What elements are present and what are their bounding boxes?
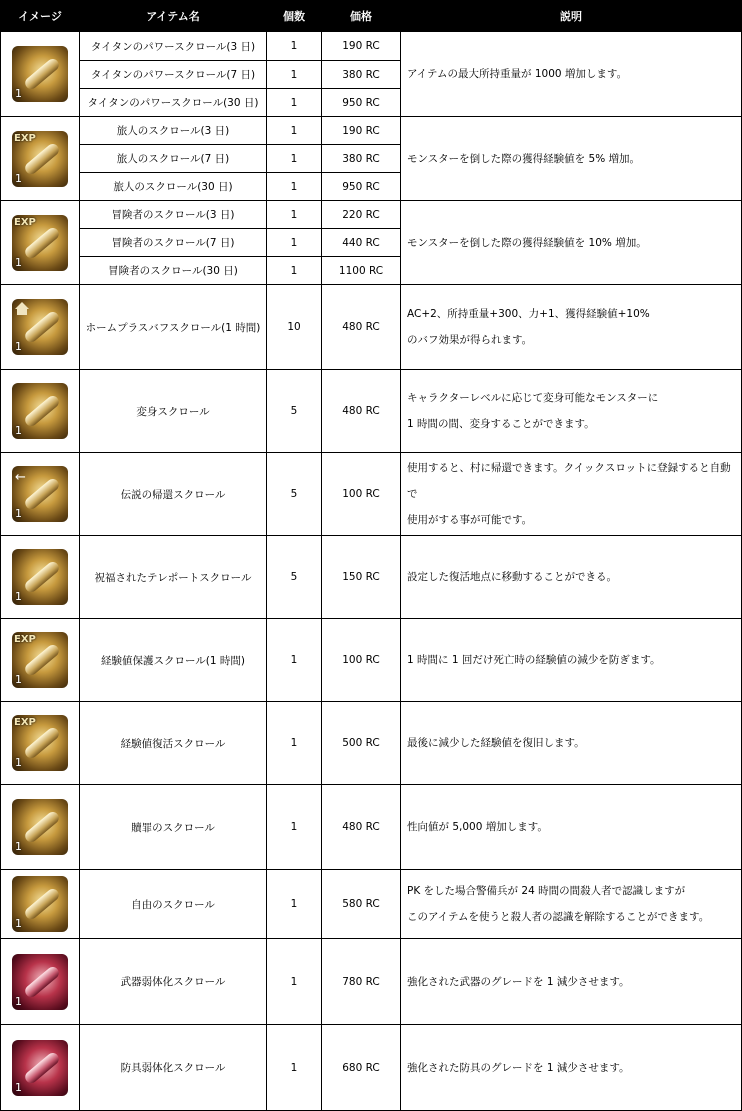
exp-badge: EXP bbox=[14, 132, 36, 144]
description-line: モンスターを倒した際の獲得経験値を 5% 増加。 bbox=[407, 152, 641, 165]
item-count: 1 bbox=[267, 89, 322, 117]
item-price: 480 RC bbox=[322, 285, 401, 370]
item-price: 780 RC bbox=[322, 939, 401, 1025]
exp-protection-scroll-icon bbox=[12, 632, 68, 688]
traveler-scroll-icon bbox=[12, 131, 68, 187]
item-count: 1 bbox=[267, 61, 322, 89]
description-line: このアイテムを使うと殺人者の認識を解除することができます。 bbox=[407, 911, 710, 923]
item-name: 旅人のスクロール(3 日) bbox=[80, 117, 267, 145]
item-image-cell bbox=[1, 1025, 80, 1111]
header-row bbox=[1, 1, 742, 32]
stack-count: 1 bbox=[15, 171, 22, 185]
stack-count: 1 bbox=[15, 340, 22, 353]
exp-restore-scroll-icon bbox=[12, 715, 68, 771]
item-image-cell bbox=[1, 619, 80, 702]
item-image-cell bbox=[1, 117, 80, 201]
item-count: 1 bbox=[267, 619, 322, 702]
item-image-cell bbox=[1, 370, 80, 453]
item-price: 150 RC bbox=[322, 536, 401, 619]
item-count: 1 bbox=[267, 785, 322, 870]
item-name: 伝説の帰還スクロール bbox=[80, 453, 267, 536]
item-name: 自由のスクロール bbox=[80, 870, 267, 939]
item-image-cell bbox=[1, 32, 80, 117]
item-count: 5 bbox=[267, 453, 322, 536]
item-count: 1 bbox=[267, 870, 322, 939]
description-line: 強化された武器のグレードを 1 減少させます。 bbox=[407, 975, 630, 988]
item-image-cell bbox=[1, 453, 80, 536]
item-count: 5 bbox=[267, 370, 322, 453]
item-name: 旅人のスクロール(7 日) bbox=[80, 145, 267, 173]
item-description bbox=[401, 32, 742, 117]
table-body bbox=[1, 32, 742, 1111]
description-line: 1 時間に 1 回だけ死亡時の経験値の減少を防ぎます。 bbox=[407, 654, 661, 666]
table-row bbox=[1, 870, 742, 939]
item-description bbox=[401, 1025, 742, 1111]
stack-count: 1 bbox=[15, 673, 22, 686]
armor-weaken-scroll-icon bbox=[12, 1040, 68, 1096]
exp-badge: EXP bbox=[14, 216, 36, 228]
item-count: 1 bbox=[267, 201, 322, 229]
item-count: 1 bbox=[267, 173, 322, 201]
item-description bbox=[401, 536, 742, 619]
table-row bbox=[1, 32, 742, 61]
item-count: 1 bbox=[267, 939, 322, 1025]
table-row bbox=[1, 536, 742, 619]
item-name: 冒険者のスクロール(3 日) bbox=[80, 201, 267, 229]
table-row bbox=[1, 619, 742, 702]
item-description bbox=[401, 201, 742, 285]
transform-scroll-icon bbox=[12, 383, 68, 439]
item-price: 380 RC bbox=[322, 61, 401, 89]
stack-count: 1 bbox=[15, 840, 22, 853]
item-name: 祝福されたテレポートスクロール bbox=[80, 536, 267, 619]
header-count: 個数 bbox=[267, 1, 322, 32]
item-image-cell bbox=[1, 939, 80, 1025]
description-line: 1 時間の間、変身することができます。 bbox=[407, 418, 595, 430]
item-count: 5 bbox=[267, 536, 322, 619]
item-name: 贖罪のスクロール bbox=[80, 785, 267, 870]
item-name: タイタンのパワースクロール(7 日) bbox=[80, 61, 267, 89]
item-price: 190 RC bbox=[322, 32, 401, 61]
table-row bbox=[1, 201, 742, 229]
item-name: 経験値復活スクロール bbox=[80, 702, 267, 785]
description-line: キャラクターレベルに応じて変身可能なモンスターに bbox=[407, 392, 659, 404]
return-arrow-icon: ← bbox=[15, 470, 26, 485]
description-line: AC+2、所持重量+300、力+1、獲得経験値+10% bbox=[407, 308, 650, 320]
table-row bbox=[1, 1025, 742, 1111]
titan-power-scroll-icon bbox=[12, 46, 68, 102]
item-price: 100 RC bbox=[322, 619, 401, 702]
item-price: 440 RC bbox=[322, 229, 401, 257]
description-line: のバフ効果が得られます。 bbox=[407, 334, 533, 346]
item-description bbox=[401, 939, 742, 1025]
item-description bbox=[401, 285, 742, 370]
stack-count: 1 bbox=[15, 917, 22, 930]
item-description bbox=[401, 702, 742, 785]
table-row bbox=[1, 939, 742, 1025]
item-price: 100 RC bbox=[322, 453, 401, 536]
description-line: モンスターを倒した際の獲得経験値を 10% 増加。 bbox=[407, 236, 647, 249]
legendary-return-scroll-icon bbox=[12, 466, 68, 522]
item-image-cell bbox=[1, 201, 80, 285]
description-line: PK をした場合警備兵が 24 時間の間殺人者で認識しますが bbox=[407, 885, 686, 897]
item-price: 480 RC bbox=[322, 785, 401, 870]
item-name: 防具弱体化スクロール bbox=[80, 1025, 267, 1111]
item-price: 680 RC bbox=[322, 1025, 401, 1111]
description-line: 使用がする事が可能です。 bbox=[407, 514, 533, 526]
weapon-weaken-scroll-icon bbox=[12, 954, 68, 1010]
header-price: 価格 bbox=[322, 1, 401, 32]
item-price: 380 RC bbox=[322, 145, 401, 173]
item-count: 1 bbox=[267, 702, 322, 785]
item-image-cell bbox=[1, 285, 80, 370]
adventurer-scroll-icon bbox=[12, 215, 68, 271]
stack-count: 1 bbox=[15, 424, 22, 437]
item-name: 冒険者のスクロール(7 日) bbox=[80, 229, 267, 257]
stack-count: 1 bbox=[15, 1080, 22, 1094]
home-plus-buff-scroll-icon bbox=[12, 299, 68, 355]
atonement-scroll-icon bbox=[12, 799, 68, 855]
item-price: 950 RC bbox=[322, 89, 401, 117]
item-price: 500 RC bbox=[322, 702, 401, 785]
item-price: 220 RC bbox=[322, 201, 401, 229]
item-count: 10 bbox=[267, 285, 322, 370]
item-count: 1 bbox=[267, 117, 322, 145]
item-name: 旅人のスクロール(30 日) bbox=[80, 173, 267, 201]
item-count: 1 bbox=[267, 145, 322, 173]
stack-count: 1 bbox=[15, 87, 22, 100]
header-description: 説明 bbox=[401, 1, 742, 32]
item-count: 1 bbox=[267, 1025, 322, 1111]
item-image-cell bbox=[1, 702, 80, 785]
description-line: 最後に減少した経験値を復旧します。 bbox=[407, 737, 585, 749]
table-row bbox=[1, 370, 742, 453]
item-price: 480 RC bbox=[322, 370, 401, 453]
item-description bbox=[401, 870, 742, 939]
item-name: ホームプラスバフスクロール(1 時間) bbox=[80, 285, 267, 370]
description-line: アイテムの最大所持重量が 1000 増加します。 bbox=[407, 68, 628, 80]
stack-count: 1 bbox=[15, 756, 22, 769]
table-row bbox=[1, 785, 742, 870]
blessed-teleport-scroll-icon bbox=[12, 549, 68, 605]
item-name: タイタンのパワースクロール(3 日) bbox=[80, 32, 267, 61]
item-description bbox=[401, 117, 742, 201]
table-row bbox=[1, 285, 742, 370]
item-image-cell bbox=[1, 870, 80, 939]
item-description bbox=[401, 370, 742, 453]
table-row bbox=[1, 453, 742, 536]
item-count: 1 bbox=[267, 229, 322, 257]
table-row bbox=[1, 117, 742, 145]
item-price: 190 RC bbox=[322, 117, 401, 145]
item-name: タイタンのパワースクロール(30 日) bbox=[80, 89, 267, 117]
item-name: 冒険者のスクロール(30 日) bbox=[80, 257, 267, 285]
item-count: 1 bbox=[267, 257, 322, 285]
description-line: 設定した復活地点に移動することができる。 bbox=[407, 571, 617, 583]
stack-count: 1 bbox=[15, 590, 22, 603]
item-price: 580 RC bbox=[322, 870, 401, 939]
item-description bbox=[401, 619, 742, 702]
item-description bbox=[401, 453, 742, 536]
item-image-cell bbox=[1, 536, 80, 619]
item-name: 変身スクロール bbox=[80, 370, 267, 453]
header-image: イメージ bbox=[1, 1, 80, 32]
table-row bbox=[1, 702, 742, 785]
exp-badge: EXP bbox=[14, 634, 36, 645]
item-name: 武器弱体化スクロール bbox=[80, 939, 267, 1025]
item-name: 経験値保護スクロール(1 時間) bbox=[80, 619, 267, 702]
description-line: 強化された防具のグレードを 1 減少させます。 bbox=[407, 1061, 630, 1074]
description-line: 性向値が 5,000 増加します。 bbox=[407, 821, 548, 833]
item-price: 1100 RC bbox=[322, 257, 401, 285]
freedom-scroll-icon bbox=[12, 876, 68, 932]
exp-badge: EXP bbox=[14, 717, 36, 728]
house-icon bbox=[15, 302, 29, 309]
stack-count: 1 bbox=[15, 507, 22, 520]
item-image-cell bbox=[1, 785, 80, 870]
item-description bbox=[401, 785, 742, 870]
item-count: 1 bbox=[267, 32, 322, 61]
description-line: 使用すると、村に帰還できます。クイックスロットに登録すると自動で bbox=[407, 462, 731, 500]
header-item-name: アイテム名 bbox=[80, 1, 267, 32]
stack-count: 1 bbox=[15, 255, 22, 269]
stack-count: 1 bbox=[15, 994, 22, 1008]
item-price: 950 RC bbox=[322, 173, 401, 201]
